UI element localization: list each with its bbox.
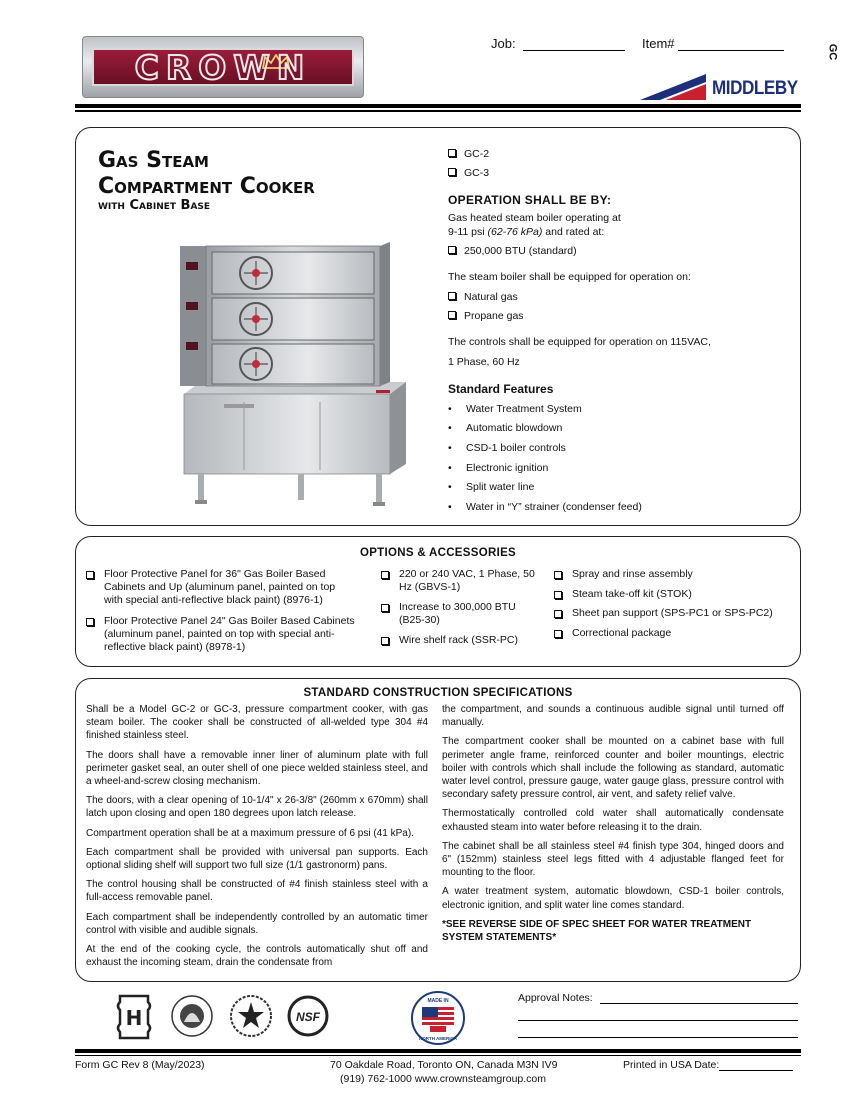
- side-code: GC: [825, 43, 838, 61]
- feature-label: Split water line: [466, 481, 535, 493]
- feature-item: [448, 422, 562, 434]
- natural-gas-option[interactable]: [448, 291, 518, 303]
- feature-label: CSD-1 boiler controls: [466, 442, 566, 454]
- ul-seal-icon: [170, 994, 214, 1038]
- option-label: 220 or 240 VAC, 1 Phase, 50 Hz (GBVS-1): [399, 568, 535, 593]
- spec-paragraph: The doors, with a clear opening of 10-1/4" x 26-3/8" (260mm x 670mm) shall latch upon closing and open 180 degrees upon latch release.: [86, 795, 428, 820]
- h-mark-letter: H: [125, 1006, 143, 1030]
- spec-paragraph: The cabinet shall be all stainless steel #4 finish type 304, hinged doors and 6" (152mm) stainless steel legs fitted with 4 adjustable flanged feet for mounting to the floor.: [442, 840, 784, 879]
- option-label: Sheet pan support (SPS-PC1 or SPS-PC2): [572, 607, 773, 619]
- item-field[interactable]: [642, 36, 784, 51]
- printed-label: Printed in USA Date:: [623, 1059, 720, 1071]
- bullet-icon: •: [448, 501, 452, 513]
- feature-item: [448, 442, 566, 454]
- job-field[interactable]: [491, 36, 625, 51]
- spec-note: *SEE REVERSE SIDE OF SPEC SHEET FOR WATER TREATMENT SYSTEM STATEMENTS*: [442, 918, 752, 944]
- brand-name: CROWN: [134, 47, 312, 87]
- spec-paragraph: Thermostatically controlled cold water shall automatically condensate exhausted steam into water before releasing it to the drain.: [442, 808, 784, 833]
- checkbox-icon[interactable]: [381, 571, 389, 579]
- option-item[interactable]: [554, 588, 794, 601]
- option-label: Correctional package: [572, 627, 672, 639]
- star-seal-icon: [229, 994, 273, 1038]
- option-item[interactable]: [554, 627, 794, 640]
- header-rule-thin: [75, 110, 801, 112]
- spec-paragraph: Shall be a Model GC-2 or GC-3, pressure compartment cooker, with gas steam boiler. The cooker shall be constructed of all-welded type 304 #4 finished stainless steel.: [86, 704, 428, 742]
- boiler-line: The steam boiler shall be equipped for operation on:: [448, 271, 691, 283]
- made-in-north-america-icon: [410, 990, 466, 1046]
- option-item[interactable]: [381, 601, 541, 627]
- partner-brand: MIDDLEBY: [712, 78, 798, 99]
- bullet-icon: •: [448, 462, 452, 474]
- bullet-icon: •: [448, 422, 452, 434]
- footer-rule-thin: [75, 1055, 801, 1056]
- feature-label: Automatic blowdown: [466, 422, 563, 434]
- option-label: Spray and rinse assembly: [572, 568, 693, 580]
- feature-item: [448, 462, 548, 474]
- checkbox-icon[interactable]: [448, 311, 456, 319]
- checkbox-icon[interactable]: [448, 246, 456, 254]
- options-heading: OPTIONS & ACCESSORIES: [359, 547, 517, 559]
- spec-paragraph: Compartment operation shall be at a maximum pressure of 6 psi (41 kPa).: [86, 827, 414, 839]
- option-item[interactable]: [381, 634, 541, 647]
- rated-text: and rated at:: [542, 226, 605, 238]
- model-label: GC-2: [464, 148, 490, 160]
- made-in-text: MADE IN: [427, 998, 449, 1004]
- operation-line-2: [448, 226, 604, 238]
- gas-label: Propane gas: [464, 310, 524, 322]
- feature-label: Water Treatment System: [466, 403, 582, 415]
- job-blank[interactable]: [523, 50, 625, 51]
- cooker-illustration: [180, 242, 430, 508]
- middleby-mark-icon: [640, 74, 712, 100]
- job-label: Job:: [491, 36, 516, 51]
- option-item[interactable]: [86, 615, 356, 654]
- options-box: [75, 536, 801, 667]
- option-label: Floor Protective Panel 24" Gas Boiler Based Cabinets (aluminum panel, painted on top with special anti-reflective black paint) (8978-1): [104, 615, 355, 653]
- checkbox-icon[interactable]: [381, 604, 389, 612]
- approval-line[interactable]: [518, 1037, 798, 1038]
- checkbox-icon[interactable]: [554, 630, 562, 638]
- checkbox-icon[interactable]: [448, 149, 456, 157]
- specs-left-column: [86, 703, 428, 975]
- spec-paragraph: Each compartment shall be independently controlled by an automatic timer control with visible and audible signals.: [86, 911, 428, 936]
- option-item[interactable]: [554, 607, 794, 620]
- specs-box: [75, 678, 801, 982]
- title-line-1: Gas Steam: [98, 148, 209, 173]
- option-item[interactable]: [86, 568, 356, 607]
- operation-heading: OPERATION SHALL BE BY:: [448, 193, 612, 207]
- item-label: Item#: [642, 36, 675, 51]
- features-heading: Standard Features: [448, 382, 554, 396]
- crown-logo: [82, 36, 364, 98]
- feature-item: [448, 403, 582, 415]
- gas-label: Natural gas: [464, 291, 518, 303]
- controls-line-1: The controls shall be equipped for operation on 115VAC,: [448, 336, 711, 348]
- checkbox-icon[interactable]: [554, 571, 562, 579]
- operation-line-1: Gas heated steam boiler operating at: [448, 212, 621, 224]
- item-blank[interactable]: [678, 50, 784, 51]
- model-label: GC-3: [464, 167, 490, 179]
- option-item[interactable]: [381, 568, 541, 594]
- option-label: Floor Protective Panel for 36" Gas Boiler Based Cabinets and Up (aluminum panel, painted on top with special anti-reflective black paint) (8976-1): [104, 568, 336, 606]
- propane-gas-option[interactable]: [448, 310, 524, 322]
- spec-paragraph: At the end of the cooking cycle, the controls automatically shut off and exhaust the incoming steam, drain the condensate from: [86, 944, 428, 969]
- btu-label: 250,000 BTU (standard): [464, 245, 577, 257]
- spec-paragraph: the compartment, and sounds a continuous audible signal until turned off manually.: [442, 704, 784, 729]
- header-rule: [75, 104, 801, 108]
- nsf-text: NSF: [296, 1010, 320, 1024]
- approval-line[interactable]: [600, 1003, 798, 1004]
- printed-date[interactable]: [623, 1059, 793, 1071]
- nsf-icon: [286, 994, 330, 1038]
- h-mark-icon: [114, 994, 154, 1040]
- product-subtitle: with Cabinet Base: [98, 198, 211, 213]
- btu-option[interactable]: [448, 245, 577, 257]
- product-box: [75, 127, 801, 526]
- option-item[interactable]: [554, 568, 794, 581]
- product-title: [98, 148, 315, 200]
- footer-rule: [75, 1049, 801, 1053]
- title-line-2: Compartment Cooker: [98, 174, 315, 199]
- company-contact: (919) 762-1000 www.crownsteamgroup.com: [340, 1073, 547, 1085]
- bullet-icon: •: [448, 442, 452, 454]
- date-blank[interactable]: [719, 1070, 793, 1071]
- feature-label: Electronic ignition: [466, 462, 549, 474]
- bullet-icon: •: [448, 403, 452, 415]
- specs-heading: STANDARD CONSTRUCTION SPECIFICATIONS: [303, 687, 573, 699]
- kpa-value: (62-76 kPa): [487, 226, 543, 238]
- north-america-text: NORTH AMERICA: [418, 1036, 458, 1041]
- controls-line-2: 1 Phase, 60 Hz: [448, 356, 520, 368]
- option-label: Wire shelf rack (SSR-PC): [399, 634, 519, 646]
- feature-label: Water in “Y” strainer (condenser feed): [466, 501, 642, 513]
- psi-value: 9-11 psi: [448, 226, 488, 238]
- feature-item: [448, 481, 534, 493]
- checkbox-icon[interactable]: [86, 571, 94, 579]
- model-gc3[interactable]: [448, 167, 489, 179]
- form-number: Form GC Rev 8 (May/2023): [75, 1059, 205, 1071]
- spec-paragraph: The doors shall have a removable inner liner of aluminum plate with full perimeter gasket seal, an outer shell of one piece welded stainless steel, and a wheel-and-screw closing mechanism.: [86, 749, 428, 788]
- approval-line[interactable]: [518, 1020, 798, 1021]
- checkbox-icon[interactable]: [554, 610, 562, 618]
- checkbox-icon[interactable]: [448, 168, 456, 176]
- spec-paragraph: The control housing shall be constructed of #4 finish stainless steel with a full-access removable panel.: [86, 879, 428, 904]
- specs-right-column: [442, 703, 784, 950]
- spec-paragraph: A water treatment system, automatic blowdown, CSD-1 boiler controls, electronic ignition, and split water line comes standard.: [442, 886, 784, 911]
- checkbox-icon[interactable]: [448, 292, 456, 300]
- middleby-logo: [640, 74, 804, 100]
- company-address: 70 Oakdale Road, Toronto ON, Canada M3N IV9: [330, 1059, 558, 1071]
- model-gc2[interactable]: [448, 148, 489, 160]
- option-label: Increase to 300,000 BTU (B25-30): [399, 601, 516, 626]
- feature-item: [448, 501, 642, 513]
- spec-paragraph: The compartment cooker shall be mounted on a cabinet base with full perimeter angle frame, reinforced counter and boiler mountings, electric boiler with controls which shall include the following as standard, automatic water level control, pressure gauge, water gauge glass, pressure control with secondary safety pressure control, air vent, and safety relief valve.: [442, 736, 784, 801]
- checkbox-icon[interactable]: [554, 591, 562, 599]
- bullet-icon: •: [448, 481, 452, 493]
- spec-paragraph: Each compartment shall be provided with universal pan supports. Each optional sliding shelf will support two full size (1/1 gastronorm) pans.: [86, 846, 428, 872]
- option-label: Steam take-off kit (STOK): [572, 588, 692, 600]
- approval-notes-label: Approval Notes:: [518, 992, 593, 1004]
- checkbox-icon[interactable]: [381, 637, 389, 645]
- checkbox-icon[interactable]: [86, 618, 94, 626]
